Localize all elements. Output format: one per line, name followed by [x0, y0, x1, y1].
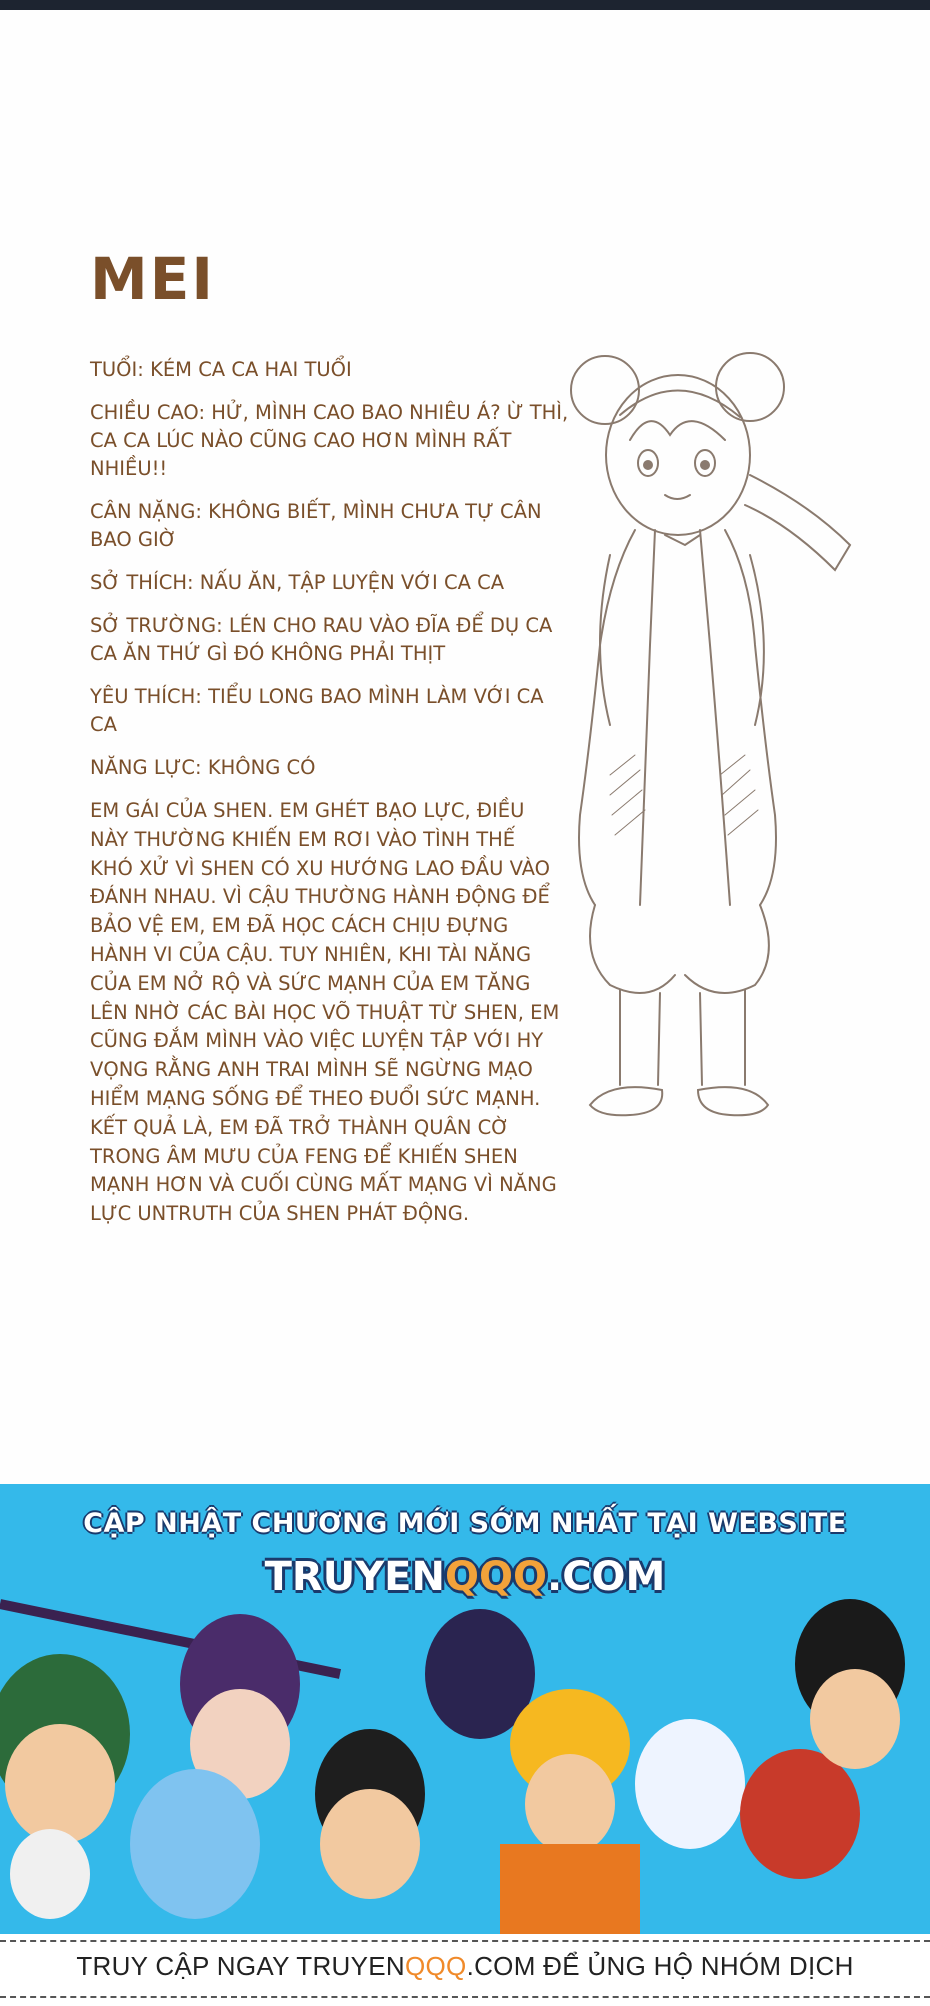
- field-ability: [90, 754, 570, 782]
- character-bio: EM GÁI CỦA SHEN. EM GHÉT BẠO LỰC, ĐIỀU NÀY THƯỜNG KHIẾN EM RƠI VÀO TÌNH THẾ KHÓ XỬ VÌ SHEN CÓ XU HƯỚNG LAO ĐẦU VÀO ĐÁNH NHAU. VÌ CẬU THƯỜNG HÀNH ĐỘNG ĐỂ BẢO VỆ EM, EM ĐÃ HỌC CÁCH CHỊU ĐỰNG HÀNH VI CỦA CẬU. TUY NHIÊN, KHI TÀI NĂNG CỦA EM NỞ RỘ VÀ SỨC MẠNH CỦA EM TĂNG LÊN NHỜ CÁC BÀI HỌC VÕ THUẬT TỪ SHEN, EM CŨNG ĐẮM MÌNH VÀO VIỆC LUYỆN TẬP VỚI HY VỌNG RẰNG ANH TRAI MÌNH SẼ NGỪNG MẠO HIỂM MẠNG SỐNG ĐỂ THEO ĐUỔI SỨC MẠNH. KẾT QUẢ LÀ, EM ĐÃ TRỞ THÀNH QUÂN CỜ TRONG ÂM MƯU CỦA FENG ĐỂ KHIẾN SHEN MẠNH HƠN VÀ CUỐI CÙNG MẤT MẠNG VÌ NĂNG LỰC UNTRUTH CỦA SHEN PHÁT ĐỘNG.: [90, 799, 560, 1226]
- field-value: NẤU ĂN, TẬP LUYỆN VỚI CA CA: [199, 571, 505, 594]
- site-accent: QQQ: [444, 1554, 547, 1600]
- field-value: TIỂU LONG BAO MÌNH LÀM VỚI CA CA: [90, 685, 544, 736]
- field-specialty: [90, 612, 570, 668]
- footer-prefix: TRUY CẬP NGAY TRUYEN: [76, 1951, 405, 1981]
- site-suffix: .COM: [547, 1554, 666, 1600]
- footer-suffix: .COM ĐỂ ỦNG HỘ NHÓM DỊCH: [466, 1951, 854, 1981]
- character-name: MEI: [90, 245, 215, 313]
- site-prefix: TRUYEN: [264, 1554, 445, 1600]
- field-weight: [90, 498, 570, 554]
- character-profile-page: [0, 10, 930, 1484]
- banner-characters-art: [0, 1484, 930, 1934]
- field-age: [90, 356, 570, 384]
- field-value: KHÔNG BIẾT, MÌNH CHƯA TỰ CÂN BAO GIỜ: [90, 500, 542, 551]
- banner-site-name[interactable]: [0, 1554, 930, 1600]
- footer-link[interactable]: [0, 1951, 930, 1982]
- promo-banner[interactable]: [0, 1484, 930, 1934]
- field-value: HỬ, MÌNH CAO BAO NHIÊU Á? Ừ THÌ, CA CA LÚC NÀO CŨNG CAO HƠN MÌNH RẤT NHIỀU!!: [90, 401, 569, 480]
- top-bar: [0, 0, 930, 10]
- field-value: KHÔNG CÓ: [207, 756, 316, 779]
- field-label: CÂN NẶNG:: [90, 500, 202, 523]
- field-label: SỞ THÍCH:: [90, 571, 194, 594]
- field-label: NĂNG LỰC:: [90, 756, 202, 779]
- field-label: CHIỀU CAO:: [90, 401, 206, 424]
- field-likes: [90, 683, 570, 739]
- profile-text: [90, 356, 570, 1229]
- field-height: [90, 399, 570, 483]
- field-value: LÉN CHO RAU VÀO ĐĨA ĐỂ DỤ CA CA ĂN THỨ GÌ ĐÓ KHÔNG PHẢI THỊT: [90, 614, 553, 665]
- footer-divider-top: [0, 1940, 930, 1942]
- footer-divider-bottom: [0, 1996, 930, 1998]
- character-sketch: [550, 345, 890, 1165]
- footer: [0, 1934, 930, 2006]
- field-label: TUỔI:: [90, 358, 144, 381]
- banner-headline: CẬP NHẬT CHƯƠNG MỚI SỚM NHẤT TẠI WEBSITE: [83, 1508, 847, 1539]
- field-hobbies: [90, 569, 570, 597]
- footer-accent: QQQ: [405, 1951, 467, 1981]
- field-label: YÊU THÍCH:: [90, 685, 202, 708]
- field-label: SỞ TRƯỜNG:: [90, 614, 223, 637]
- field-value: KÉM CA CA HAI TUỔI: [150, 358, 352, 381]
